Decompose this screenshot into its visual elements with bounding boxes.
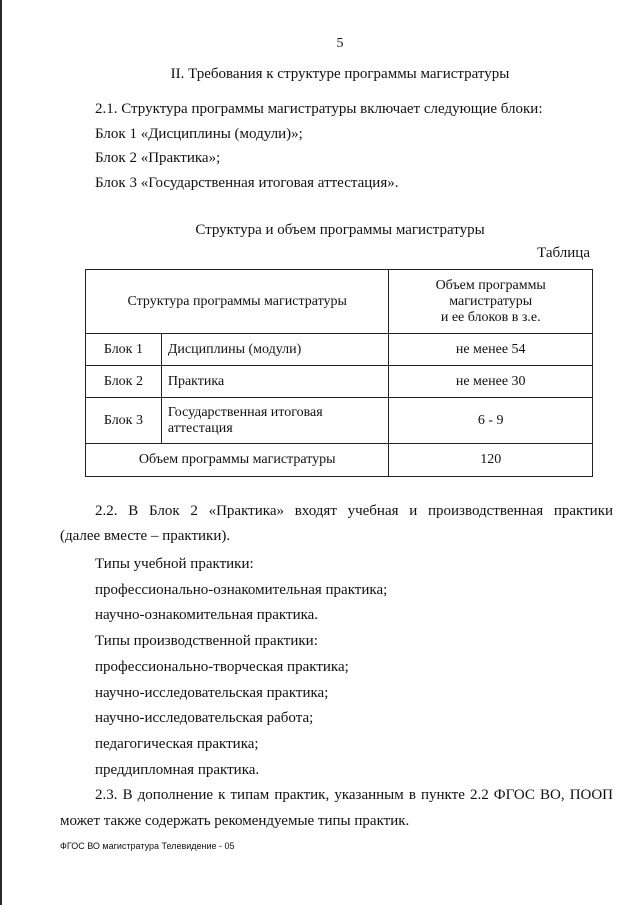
list-item: научно-исследовательская работа; [95,710,314,726]
block-3-item: Блок 3 «Государственная итоговая аттестация». [95,175,399,191]
header-volume-line: Объем программы [435,277,546,293]
cell-volume: не менее 30 [389,366,593,398]
word: 2.2 [469,787,489,803]
word: 2.2. [95,503,118,519]
word: типам [230,787,270,803]
educational-practice-header: Типы учебной практики: [95,556,254,572]
cell-volume: не менее 54 [389,334,593,366]
header-volume-line: и ее блоков в з.е. [440,309,541,325]
cell-name-line: аттестация [167,420,233,436]
table-title: Структура и объем программы магистратуры [195,222,485,238]
paragraph-2-3-line2: может также содержать рекомендуемые типы практик. [60,813,410,829]
word: к [218,787,226,803]
header-volume-line: магистратуры [449,293,533,309]
structure-table [85,269,593,477]
total-label: Объем программы магистратуры [86,444,389,477]
paragraph-2-2-line2: (далее вместе – практики). [60,528,231,544]
word: «Практика» [208,503,284,519]
word: ПООП [569,787,614,803]
table-total-row [86,444,593,477]
word: Блок [148,503,180,519]
cell-block: Блок 2 [86,366,162,398]
cell-block: Блок 1 [86,334,162,366]
list-item: научно-ознакомительная практика. [95,607,319,623]
word: в [408,787,416,803]
table-row [86,334,593,366]
word: ФГОС [493,787,535,803]
word: входят [294,503,337,519]
word: ВО, [540,787,565,803]
word: и [409,503,418,519]
word: дополнение [137,787,214,803]
word: пункте [421,787,465,803]
table-row [86,398,593,444]
page-number: 5 [336,36,344,51]
production-practice-header: Типы производственной практики: [95,633,318,649]
table-header-row [86,270,593,334]
list-item: научно-исследовательская практика; [95,685,329,701]
table-label: Таблица [537,245,590,261]
word: практик, [274,787,330,803]
cell-volume: 6 - 9 [389,398,593,444]
cell-name: Дисциплины (модули) [161,334,389,366]
word: указанным [334,787,404,803]
cell-name: Практика [161,366,389,398]
list-item: преддипломная практика. [95,762,260,778]
word: 2.3. [95,787,118,803]
word: практики [553,503,614,519]
word: В [122,787,133,803]
page-footer: ФГОС ВО магистратура Телевидение - 05 [60,841,235,851]
block-2-item: Блок 2 «Практика»; [95,150,221,166]
cell-name-line: Государственная итоговая [167,404,323,420]
block-1-item: Блок 1 «Дисциплины (модули)»; [95,126,303,142]
word: В [128,503,139,519]
total-value: 120 [389,444,593,477]
word: производственная [427,503,544,519]
section-title: II. Требования к структуре программы магистратуры [170,66,510,82]
table-row [86,366,593,398]
paragraph-2-2-line1 [95,503,613,520]
list-item: профессионально-ознакомительная практика; [95,582,388,598]
paragraph-2-3-line1 [95,787,613,804]
list-item: педагогическая практика; [95,736,259,752]
word: 2 [190,503,198,519]
paragraph-2-1: 2.1. Структура программы магистратуры включает следующие блоки: [95,101,543,117]
cell-block: Блок 3 [86,398,162,444]
word: учебная [347,503,399,519]
list-item: профессионально-творческая практика; [95,659,349,675]
header-volume [389,270,593,334]
cell-name [161,398,389,444]
header-structure: Структура программы магистратуры [86,270,389,334]
